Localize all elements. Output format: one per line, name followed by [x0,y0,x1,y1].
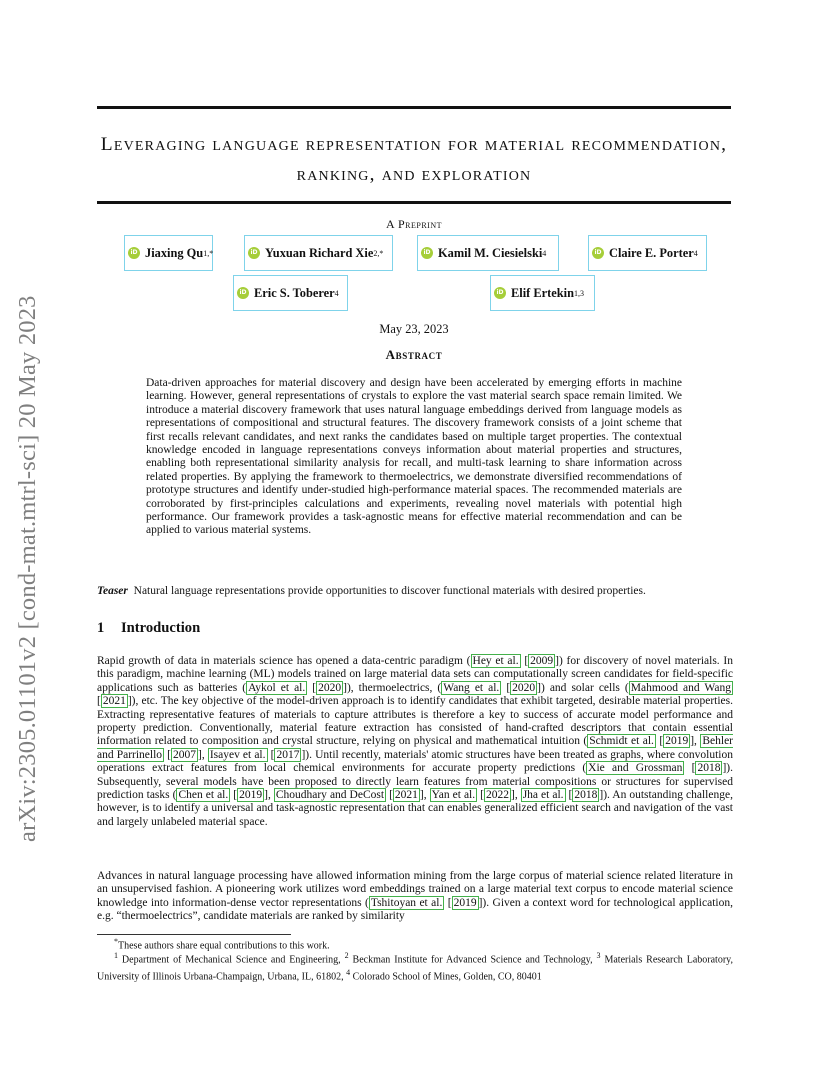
author-affiliation: 4 [542,248,547,258]
footnote-text: These authors share equal contributions to this work. [118,940,330,952]
citation-link[interactable]: Aykol et al. [248,681,306,694]
author-name: Elif Ertekin [511,285,574,300]
author-name: Yuxuan Richard Xie [265,245,374,260]
author-affiliation: 1,3 [574,288,584,298]
citation-link[interactable]: Choudhary and DeCost [275,789,385,802]
citation-link[interactable]: 2021 [394,789,418,802]
citation-link[interactable]: Xie and Grossman [588,762,683,775]
citation-link[interactable]: 2022 [485,789,509,802]
citation-link[interactable]: Hey et al. [472,655,519,667]
affiliation-marker: 4 [346,967,351,977]
intro-paragraph-1: Rapid growth of data in materials science has opened a data-centric paradigm ( Hey et al. [ 2009 ]) for discovery of novel materials. In this paradigm, machine learning (ML) models trained on large material data sets can computationally screen candidates for field-specific applications such as batteries ( Aykol et al. [ 2020 ]), thermoelectrics, ( Wang et al. [ 2020 ]) and solar cells ( Mahmood and Wang [ 2021 ]), etc. The key objective of the model-driven approach is to identify candidates that exhibit targeted, desirable material properties. Extracting representative features of materials to capture attributes is therefore a key to success of accurate model performance and property prediction. Conventionally, material feature extraction has consisted of hand-crafted descriptors that contain essential information related to composition and crystal structure, relying on physical and mathematical intuition ( Schmidt et al. [ 2019 ], Behler and Parrinello [ 2007 ], Isayev et al. [ 2017 ]). Until recently, materials' atomic structures have been treated as graphs, where convolution operations extract features from local chemical environments for accurate property predictions ( Xie and Grossman [ 2018 ]). Subsequently, several models have been proposed to directly learn features from material compositions or structures for supervised prediction tasks ( Chen et al. [ 2019 ], Choudhary and DeCost [ 2021 ], Yan et al. [ 2022 ], Jha et al. [ 2018 ]). An outstanding challenge, however, is to identify a universal and task-agnostic representation that can enables generalized efficient search and navigation of the vast and largely unlabeled material space. [97,655,733,828]
title-top-rule [97,106,731,109]
citation-link[interactable]: Jha et al. [522,789,564,802]
paper-title: Leveraging language representation for material recommendation, ranking, and exploration [100,134,728,185]
arxiv-identifier: arXiv:2305.01101v2 [cond-mat.mtrl-sci] 20 May 2023 [14,295,41,842]
author-affiliation: 1,* [203,248,214,258]
citation-link[interactable]: Yan et al. [431,789,476,802]
teaser-text: Natural language representations provide opportunities to discover functional materials with desired properties. [133,585,646,597]
orcid-icon: iD [494,287,506,299]
orcid-icon: iD [421,247,433,259]
citation-link[interactable]: 2020 [318,681,342,694]
preprint-label: A Preprint [385,217,442,231]
citation-link[interactable]: 2018 [574,789,598,802]
section-title: Introduction [121,620,201,636]
author-affiliation: 4 [334,288,339,298]
section-heading [97,620,200,637]
affiliation-marker: 1 [114,951,118,960]
citation-link[interactable]: Tshitoyan et al. [370,896,443,909]
author-name: Jiaxing Qu [145,245,204,260]
intro-paragraph-2: Advances in natural language processing have allowed information mining from the large corpus of material science related literature in an unsupervised fashion. A pioneering work utilizes word embeddings trained on a large material text corpus to encode material science knowledge into information-dense vector representations ( Tshitoyan et al. [ 2019 ]). Given a context word for technological application, e.g. “thermoelectrics”, candidate materials are ranked by similarity [97,870,733,923]
citation-link[interactable]: 2019 [239,789,263,802]
author-affiliation: 4 [693,248,698,258]
author-link[interactable] [417,235,559,271]
orcid-icon: iD [592,247,604,259]
abstract-heading: Abstract [385,347,443,362]
publication-date: May 23, 2023 [379,322,449,336]
citation-link[interactable]: Wang et al. [443,681,500,694]
citation-link[interactable]: Mahmood and Wang [630,681,731,694]
orcid-icon: iD [237,287,249,299]
citation-link[interactable]: 2017 [276,748,300,761]
citation-link[interactable]: Isayev et al. [209,748,266,761]
citation-link[interactable]: 2009 [530,655,554,667]
citation-link[interactable]: Schmidt et al. [589,735,654,748]
citation-link[interactable]: Chen et al. [178,789,229,802]
title-bottom-rule [97,201,731,204]
citation-link[interactable]: 2018 [697,762,721,775]
citation-link[interactable]: 2020 [512,681,536,694]
author-link[interactable] [233,275,348,311]
citation-link[interactable]: Behler and Parrinello [97,735,733,761]
author-name: Claire E. Porter [609,245,694,260]
orcid-icon: iD [128,247,140,259]
affiliation-marker: 3 [596,951,601,960]
orcid-icon: iD [248,247,260,259]
footnote-affiliations: $^1$ Department of Mechanical Science and Engineering, $^2$ Beckman Institute for Advanced Science and Technology, $^3$ Materials Research Laboratory, University of Illinois Urbana-Champaign, Urbana, IL, 61802, $^4$ Colorado School of Mines, Golden, CO, 80401 [97,951,734,983]
section-number: 1 [97,620,105,636]
author-name: Kamil M. Ciesielski [438,245,543,260]
author-link[interactable] [244,235,393,271]
citation-link[interactable]: 2019 [453,896,477,909]
abstract-text: Data-driven approaches for material discovery and design have been accelerated by emerging efforts in machine learning. However, general representations of crystals to explore the vast material search space remain limited. We introduce a material discovery framework that uses natural language embeddings derived from language models as representations of compositional and structural features. The discovery framework consists of a joint scheme that first recalls relevant candidates, and next ranks the candidates based on multiple target properties. The contextual knowledge encoded in language representations conveys information about material properties and structures, enabling both representational similarity analysis for recall, and multi-task learning to share information across related properties. By applying the framework to thermoelectrics, we demonstrate diversified recommendations of prototype structures and identify under-studied high-performance material spaces. The recommended materials are corroborated by first-principles calculations and experiments, revealing novel materials with potential high performance. Our framework provides a task-agnostic means for effective material recommendation and can be applied to various material systems. [146,377,682,537]
author-affiliation: 2,* [373,248,384,258]
author-link[interactable] [490,275,595,311]
author-link[interactable] [588,235,707,271]
footnote-marker: * [114,937,118,946]
teaser-label: Teaser [97,585,128,597]
author-link[interactable] [124,235,213,271]
affiliation-marker: 2 [344,951,349,960]
author-name: Eric S. Toberer [254,285,335,300]
citation-link[interactable]: 2007 [173,748,196,761]
citation-link[interactable]: 2021 [102,695,126,708]
footnote-rule [97,934,291,935]
citation-link[interactable]: 2019 [665,735,689,748]
teaser [97,584,737,598]
